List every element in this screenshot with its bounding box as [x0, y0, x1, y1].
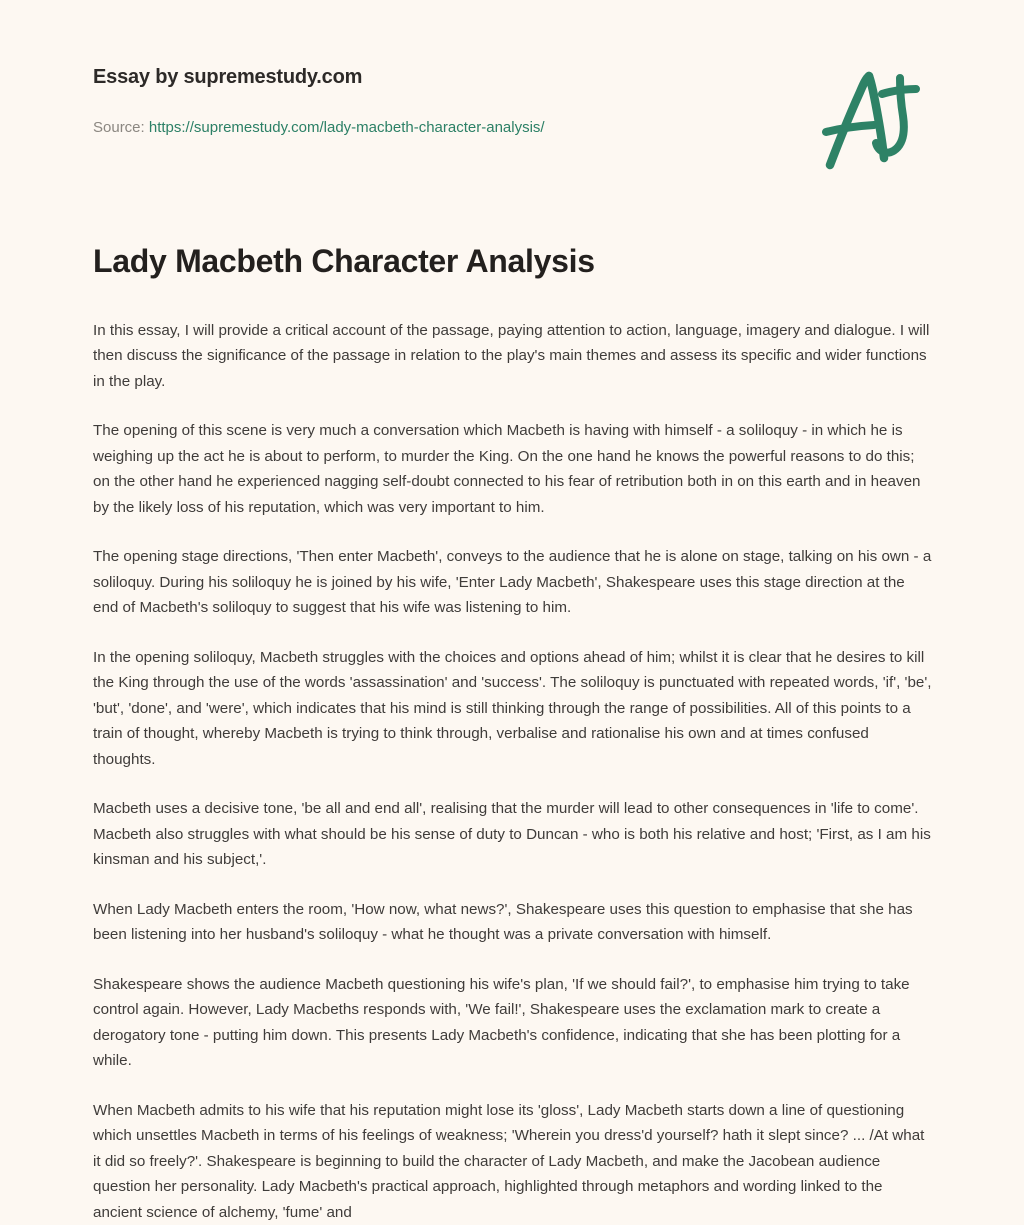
paragraph: When Lady Macbeth enters the room, 'How now, what news?', Shakespeare uses this question to emphasise that she has been listening into her husband's soliloquy - what he thought was a private conversation with himself. — [93, 900, 913, 944]
paragraph: The opening stage directions, 'Then enter Macbeth', conveys to the audience that he is alone on stage, talking on his own - a soliloquy. During his soliloquy he is joined by his wife, 'Enter Lady Macbeth', Shakespeare uses this stage direction at the end of Macbeth's soliloquy to suggest that his wife was listening to him. — [93, 548, 932, 617]
paragraph: When Macbeth admits to his wife that his reputation might lose its 'gloss', Lady Macbeth starts down a line of questioning which unsettles Macbeth in terms of his feelings of weakness; 'Wherein you dress'd yourself? hath it slept since? ... /At what it did so freely?'. Shakespeare is beginning to build the character of Lady Macbeth, and make the Jacobean audience question her personality. Lady Macbeth's practical approach, highlighted through metaphors and wording linked to the ancient science of alchemy, 'fume' and — [93, 1101, 925, 1221]
article-body — [93, 318, 933, 1225]
paragraph: In this essay, I will provide a critical account of the passage, paying attention to action, language, imagery and dialogue. I will then discuss the significance of the passage in relation to the play's main themes and assess its specific and wider functions in the play. — [93, 321, 930, 390]
paragraph: The opening of this scene is very much a conversation which Macbeth is having with himself - a soliloquy - in which he is weighing up the act he is about to perform, to murder the King. On the one hand he knows the powerful reasons to do this; on the other hand he experienced nagging self-doubt connected to his fear of retribution both in on this earth and in heaven by the likely loss of his reputation, which was very important to him. — [93, 422, 921, 516]
a-plus-logo — [812, 62, 934, 174]
source-url-link[interactable]: https://supremestudy.com/lady-macbeth-character-analysis/ — [148, 119, 545, 136]
paragraph: Shakespeare shows the audience Macbeth questioning his wife's plan, 'If we should fail?', to emphasise him trying to take control again. However, Lady Macbeths responds with, 'We fail!', Shakespeare uses the exclamation mark to create a derogatory tone - putting him down. This presents Lady Macbeth's confidence, indicating that she has been plotting for a while. — [93, 975, 910, 1070]
brand-byline: Essay by supremestudy.com — [93, 66, 363, 88]
source-label: Source: — [93, 119, 145, 136]
paragraph: In the opening soliloquy, Macbeth struggles with the choices and options ahead of him; whilst it is clear that he desires to kill the King through the use of the words 'assassination' and 'success'. The soliloquy is punctuated with repeated words, 'if', 'be', 'but', 'done', and 'were', which indicates that his mind is still thinking through the range of possibilities. All of this points to a train of thought, whereby Macbeth is trying to think through, verbalise and rationalise his own and at times confused thoughts. — [93, 648, 932, 768]
article — [93, 243, 933, 1225]
page-header — [0, 0, 1024, 200]
paragraph: Macbeth uses a decisive tone, 'be all and end all', realising that the murder will lead to other consequences in 'life to come'. Macbeth also struggles with what should be his sense of duty to Duncan - who is both his relative and host; 'First, as I am his kinsman and his subject,'. — [93, 800, 931, 869]
page-title: Lady Macbeth Character Analysis — [93, 243, 595, 279]
source-attribution — [93, 120, 545, 135]
